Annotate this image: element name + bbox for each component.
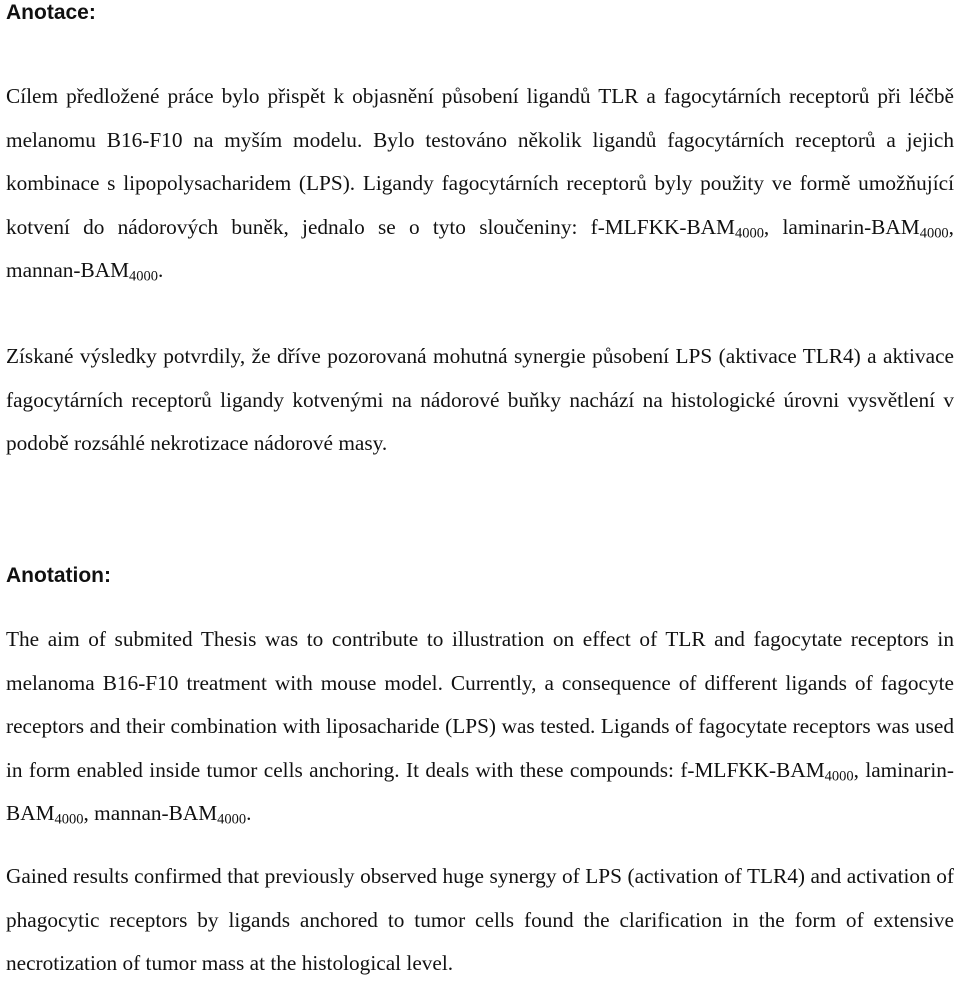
english-p1-text: The aim of submited Thesis was to contribute to illustration on effect of TLR and fagocytate receptors in melanoma B16-F10 treatment with mouse model. Currently, a consequence of different ligands of fagocyte receptors and their combination with liposacharide (LPS) was tested. Ligands of fagocytate receptors was used in form enabled inside tumor cells anchoring. It deals with these compounds:: [6, 627, 954, 782]
compound-mannan: mannan-$BAM_{4000}$: [6, 258, 158, 285]
compound-laminarin: laminarin-$BAM_{4000}$: [6, 757, 955, 828]
czech-heading: Anotace:: [6, 1, 96, 24]
english-paragraph-1: The aim of submited Thesis was to contribute to illustration on effect of TLR and fagocytate receptors in melanoma B16-F10 treatment with mouse model. Currently, a consequence of different ligands of fagocyte receptors and their combination with liposacharide (LPS) was tested. Ligands of fagocytate receptors was used in form enabled inside tumor cells anchoring. It deals with these compounds: $f-MLFKK-BAM_{4000}$, laminarin-$BAM_{4000}$, mannan-$BAM_{4000}$.: [6, 627, 955, 828]
czech-p1-text: Cílem předložené práce bylo přispět k objasnění působení ligandů TLR a fagocytárních receptorů při léčbě melanomu B16-F10 na myším modelu. Bylo testováno několik ligandů fagocytárních receptorů a jejich kombinace s lipopolysacharidem (LPS). Ligandy fagocytárních receptorů byly použity ve formě umožňující kotvení do nádorových buněk, jednalo se o tyto sloučeniny:: [6, 84, 954, 239]
compound-laminarin: laminarin-$BAM_{4000}$: [782, 214, 949, 242]
compound-f-mlfkk: $f-MLFKK-BAM_{4000}$: [680, 757, 854, 785]
czech-paragraph-2: Získané výsledky potvrdily, že dříve pozorovaná mohutná synergie působení LPS (aktivace TLR4) a aktivace fagocytárních receptorů ligandy kotvenými na nádorové buňky nachází na histologické úrovni vysvětlení v podobě rozsáhlé nekrotizace nádorové masy.: [6, 344, 954, 455]
english-heading: Anotation:: [6, 564, 111, 587]
compound-f-mlfkk: $f-MLFKK-BAM_{4000}$: [590, 214, 764, 242]
compound-mannan: mannan-$BAM_{4000}$: [94, 801, 247, 828]
czech-paragraph-1: Cílem předložené práce bylo přispět k objasnění působení ligandů TLR a fagocytárních receptorů při léčbě melanomu B16-F10 na myším modelu. Bylo testováno několik ligandů fagocytárních receptorů a jejich kombinace s lipopolysacharidem (LPS). Ligandy fagocytárních receptorů byly použity ve formě umožňující kotvení do nádorových buněk, jednalo se o tyto sloučeniny: $f-MLFKK-BAM_{4000}$, laminarin-$BAM_{4000}$, mannan-$BAM_{4000}$.: [6, 84, 954, 285]
english-paragraph-2: Gained results confirmed that previously observed huge synergy of LPS (activation of TLR4) and activation of phagocytic receptors by ligands anchored to tumor cells found the clarification in the form of extensive necrotization of tumor mass at the histological level.: [6, 864, 954, 975]
